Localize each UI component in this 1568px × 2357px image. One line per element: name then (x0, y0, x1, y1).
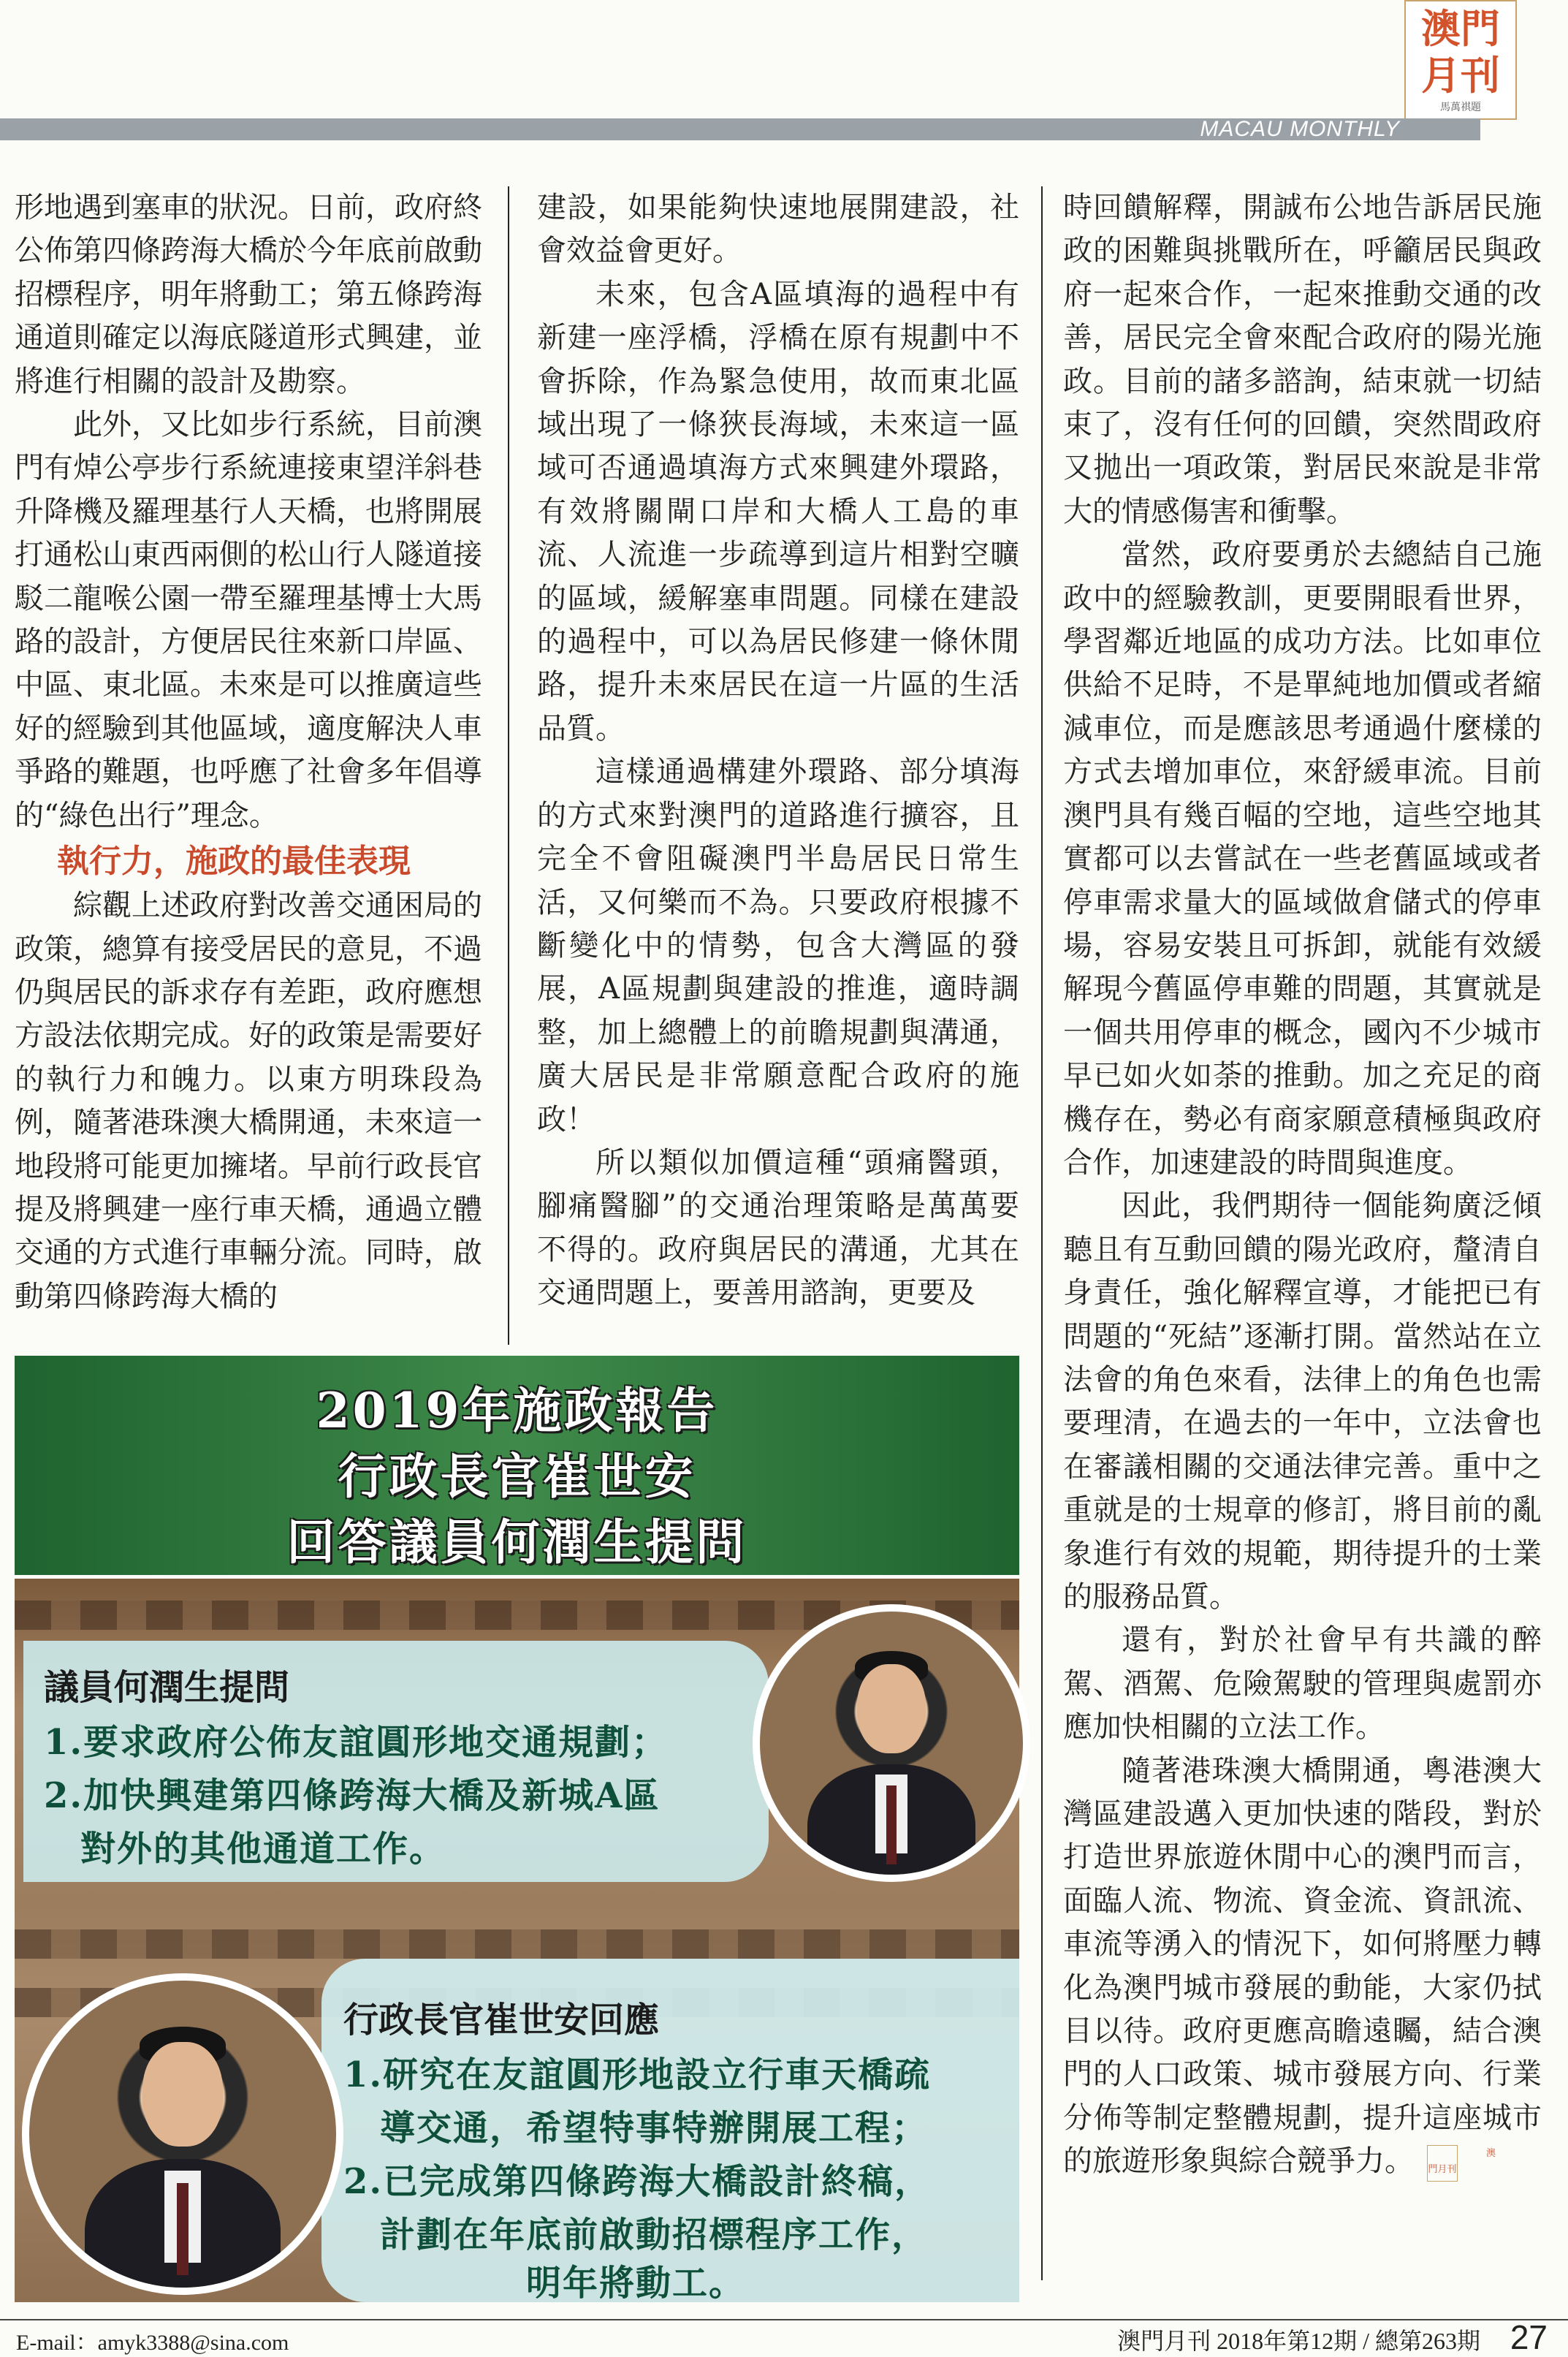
paragraph: 此外，又比如步行系統，目前澳門有焯公亭步行系統連接東望洋斜巷升降機及羅理基行人天橋，也將開展打通松山東西兩側的松山行人隧道接駁二龍喉公園一帶至羅理基博士大馬路的設計，方便居民往來新口岸區、中區、東北區。未來是可以推廣這些好的經驗到其他區域，適度解決人車爭路的難題，也呼應了社會多年倡導的“綠色出行”理念。 (15, 408, 482, 832)
article-column-3 (1063, 186, 1542, 2184)
logo-signature: 馬萬祺題 (1440, 102, 1481, 113)
answer-item: 計劃在年底前啟動招標程序工作， (380, 2214, 929, 2255)
answer-item: 明年將動工。 (526, 2263, 746, 2304)
paragraph: 所以類似加價這種“頭痛醫頭，腳痛醫腳”的交通治理策略是萬萬要不得的。政府與居民的溝通，尤其在交通問題上，要善用諮詢，更要及 (537, 1145, 1019, 1310)
banner-line2: 行政長官崔世安 (338, 1448, 696, 1505)
footer-rule (0, 2319, 1568, 2320)
portrait-tie (886, 1785, 897, 1864)
question-item: 2.加快興建第四條跨海大橋及新城A區 (44, 1775, 661, 1816)
question-item: 對外的其他通道工作。 (80, 1829, 446, 1870)
paragraph: 還有，對於社會早有共識的醉駕、酒駕、危險駕駛的管理與處罰亦應加快相關的立法工作。 (1063, 1623, 1542, 1745)
answer-item: 2.已完成第四條跨海大橋設計終稿， (343, 2161, 932, 2202)
chamber-seats (15, 1929, 1019, 1959)
article-column-2 (537, 186, 1019, 1316)
issue-info: 澳門月刊 2018年第12期 / 總第263期 (1117, 2328, 1480, 2354)
logo-line1: 澳門 (1421, 5, 1500, 52)
contact-email: E-mail：amyk3388@sina.com (16, 2331, 289, 2355)
paragraph: 未來，包含A區填海的過程中有新建一座浮橋，浮橋在原有規劃中不會拆除，作為緊急使用，故而東北區域出現了一條狹長海域，未來這一區域可否通過填海方式來興建外環路，有效將關閘口岸和大橋人工島的車流、人流進一步疏導到這片相對空曠的區域，緩解塞車問題。同樣在建設的過程中，可以為居民修建一條休閒路，提升未來居民在這一片區的生活品質。 (537, 277, 1019, 745)
portrait-tie (177, 2183, 189, 2275)
answer-title: 行政長官崔世安回應 (343, 2000, 660, 2041)
answer-item: 導交通，希望特事特辦開展工程； (380, 2108, 929, 2149)
paragraph: 這樣通過構建外環路、部分填海的方式來對澳門的道路進行擴容，且完全不會阻礙澳門半島居民日常生活，又何樂而不為。只要政府根據不斷變化中的情勢，包含大灣區的發展，A區規劃與建設的推進，適時調整，加上總體上的前瞻規劃與溝通，廣大居民是非常願意配合政府的施政！ (537, 755, 1019, 1136)
end-stamp: 澳門月刊 (1427, 2145, 1458, 2182)
paragraph (1063, 1750, 1542, 2184)
paragraph: 建設，如果能夠快速地展開建設，社會效益會更好。 (537, 191, 1019, 268)
question-title: 議員何潤生提問 (44, 1667, 290, 1708)
column-divider (508, 186, 509, 1345)
column-divider (1041, 186, 1043, 2280)
paragraph-text: 隨著港珠澳大橋開通，粵港澳大灣區建設邁入更加快速的階段，對於打造世界旅遊休閒中心的澳門而言，面臨人流、物流、資金流、資訊流、車流等湧入的情況下，如何將壓力轉化為澳門城市發展的動能，大家仍拭目以待。政府更應高瞻遠矚，結合澳門的人口政策、城市發展方向、行業分佈等制定整體規劃，提升這座城市的旅遊形象與綜合競爭力。 (1063, 1753, 1542, 2179)
section-heading: 執行力，施政的最佳表現 (57, 843, 411, 881)
paragraph: 時回饋解釋，開誠布公地告訴居民施政的困難與挑戰所在，呼籲居民與政府一起來合作，一起來推動交通的改善，居民完全會來配合政府的陽光施政。目前的諸多諮詢，結束就一切結束了，沒有任何的回饋，突然間政府又拋出一項政策，對居民來說是非常大的情感傷害和衝擊。 (1063, 191, 1542, 528)
portrait-face (857, 1664, 926, 1753)
magazine-logo (1404, 0, 1517, 120)
question-item: 1.要求政府公佈友誼圓形地交通規劃； (44, 1722, 669, 1763)
councillor-portrait (753, 1604, 1030, 1882)
paragraph: 形地遇到塞車的狀況。日前，政府終公佈第四條跨海大橋於今年底前啟動招標程序，明年將動工；第五條跨海通道則確定以海底隧道形式興建，並將進行相關的設計及勘察。 (15, 191, 482, 398)
banner-line1: 2019年施政報告 (316, 1382, 718, 1439)
portrait-face (142, 2042, 222, 2147)
chief-executive-portrait (22, 1973, 343, 2295)
logo-line2: 月刊 (1421, 52, 1500, 99)
banner-line3: 回答議員何潤生提問 (286, 1514, 747, 1571)
paragraph: 綜觀上述政府對改善交通困局的政策，總算有接受居民的意見，不過仍與居民的訴求存有差距，政府應想方設法依期完成。好的政策是需要好的執行力和魄力。以東方明珠段為例，隨著港珠澳大橋開通，未來這一地段將可能更加擁堵。早前行政長官提及將興建一座行車天橋，通過立體交通的方式進行車輛分流。同時，啟動第四條跨海大橋的 (15, 889, 482, 1313)
masthead-bar (0, 118, 1480, 140)
masthead-title: MACAU MONTHLY (1200, 117, 1400, 141)
paragraph: 當然，政府要勇於去總結自己施政中的經驗教訓，更要開眼看世界，學習鄰近地區的成功方法。比如車位供給不足時，不是單純地加價或者縮減車位，而是應該思考通過什麼樣的方式去增加車位，來舒緩車流。目前澳門具有幾百幅的空地，這些空地其實都可以去嘗試在一些老舊區域或者停車需求量大的區域做倉儲式的停車場，容易安裝且可拆卸，就能有效緩解現今舊區停車難的問題，其實就是一個共用停車的概念，國內不少城市早已如火如荼的推動。加之充足的商機存在，勢必有商家願意積極與政府合作，加速建設的時間與進度。 (1063, 538, 1542, 1180)
feature-title-banner (15, 1356, 1019, 1575)
paragraph: 因此，我們期待一個能夠廣泛傾聽且有互動回饋的陽光政府，釐清自身責任，強化解釋宣導，才能把已有問題的“死結”逐漸打開。當然站在立法會的角色來看，法律上的角色也需要理清，在過去的一年中，立法會也在審議相關的交通法律完善。重中之重就是的士規章的修訂，將目前的亂象進行有效的規範，期待提升的士業的服務品質。 (1063, 1189, 1542, 1614)
answer-item: 1.研究在友誼圓形地設立行車天橋疏 (343, 2054, 932, 2095)
article-column-1 (15, 186, 482, 1318)
page-number: 27 (1510, 2318, 1548, 2356)
